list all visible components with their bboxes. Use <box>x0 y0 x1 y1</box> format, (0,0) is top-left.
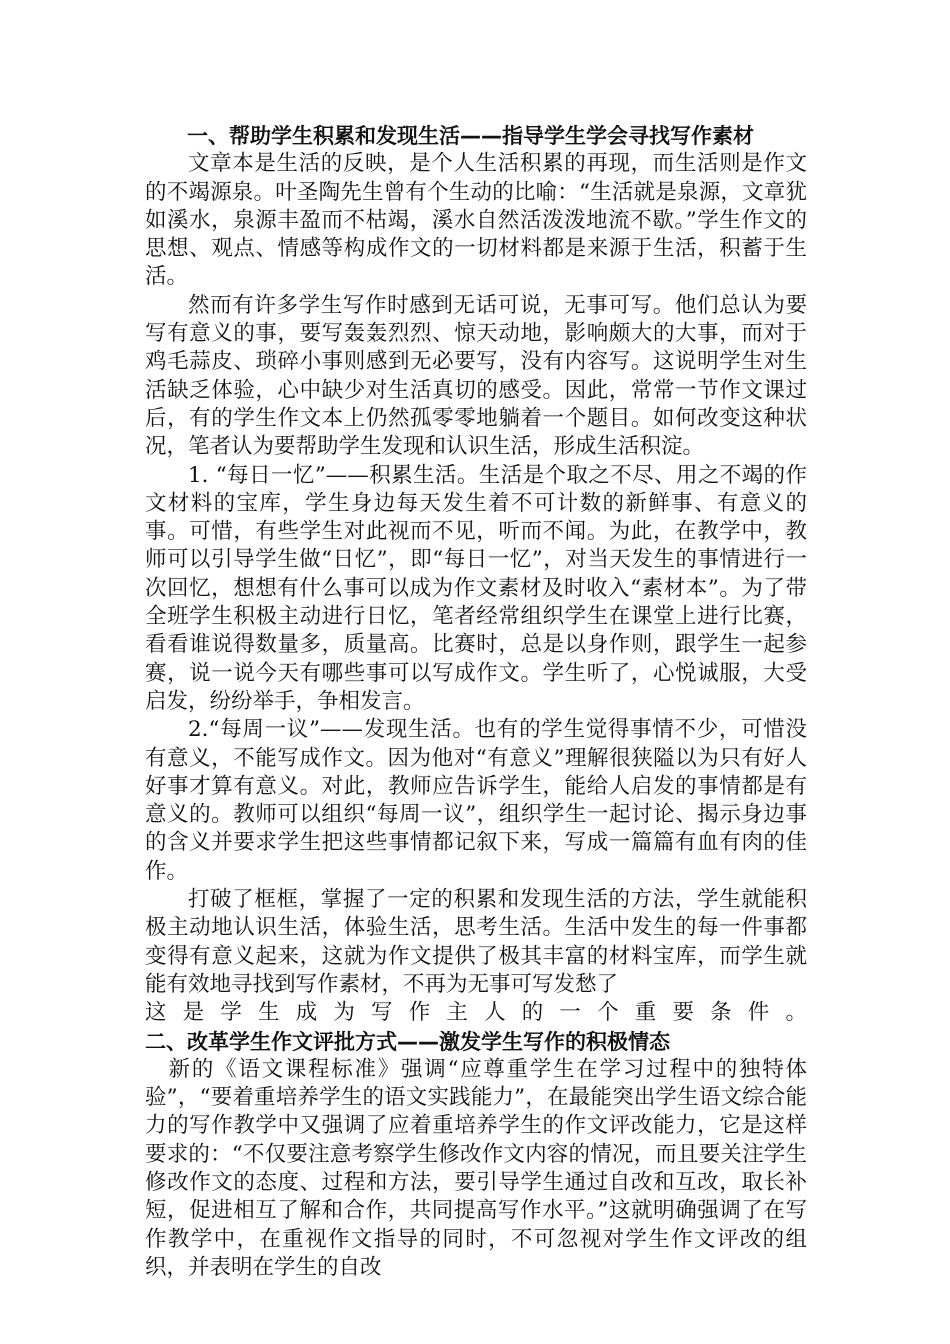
paragraph-curriculum-standard: 新的《语文课程标准》强调“应尊重学生在学习过程中的独特体验”，“要着重培养学生的语文实践能力”，在最能突出学生语文综合能力的写作教学中又强调了应着重培养学生的作文评改能力，它是这样要求的：“不仅要注意考察学生修改作文内容的情况，而且要关注学生修改作文的态度、过程和方法，要引导学生通过自改和互改，取长补短，促进相互了解和合作，共同提高写作水平。”这就明确强调了在写作教学中，在重视作文指导的同时，不可忽视对学生作文评改的组织，并表明在学生的自改 <box>145 1056 807 1280</box>
paragraph-breaking-frames: 打破了框框，掌握了一定的积累和发现生活的方法，学生就能积极主动地认识生活，体验生活，思考生活。生活中发生的每一件事都变得有意义起来，这就为作文提供了极其丰富的材料宝库，而学生就能有效地寻找到写作素材，不再为无事可写发愁了 <box>145 887 807 997</box>
section-2-heading: 二、改革学生作文评批方式——激发学生写作的积极情态 <box>145 1029 670 1054</box>
document-page <box>145 122 807 1282</box>
paragraph-closing-line: 这是学生成为写作主人的一个重要条件。 <box>145 1000 807 1026</box>
paragraph-life-source: 文章本是生活的反映，是个人生活积累的再现，而生活则是作文的不竭源泉。叶圣陶先生曾有个生动的比喻：“生活就是泉源，文章犹如溪水，泉源丰盈而不枯竭，溪水自然活泼泼地流不歇。”学生作文的思想、观点、情感等构成作文的一切材料都是来源于生活，积蓄于生活。 <box>145 151 807 290</box>
section-1-heading: 一、帮助学生积累和发现生活——指导学生学会寻找写作素材 <box>187 124 754 148</box>
paragraph-nothing-to-write: 然而有许多学生写作时感到无话可说，无事可写。他们总认为要写有意义的事，要写轰轰烈烈、惊天动地，影响颇大的大事，而对于鸡毛蒜皮、琐碎小事则感到无必要写，没有内容写。这说明学生对生活缺乏体验，心中缺少对生活真切的感受。因此，常常一节作文课过后，有的学生作文本上仍然孤零零地躺着一个题目。如何改变这种状况，笔者认为要帮助学生发现和认识生活，形成生活积淀。 <box>145 292 807 460</box>
paragraph-daily-recall: 1. “每日一忆”——积累生活。生活是个取之不尽、用之不竭的作文材料的宝库，学生身边每天发生着不可计数的新鲜事、有意义的事。可惜，有些学生对此视而不见，听而不闻。为此，在教学中，教师可以引导学生做“日忆”，即“每日一忆”，对当天发生的事情进行一次回忆，想想有什么事可以成为作文素材及时收入“素材本”。为了带全班学生积极主动进行日忆，笔者经常组织学生在课堂上进行比赛，看看谁说得数量多，质量高。比赛时，总是以身作则，跟学生一起参赛，说一说今天有哪些事可以写成作文。学生听了，心悦诚服，大受启发，纷纷举手，争相发言。 <box>145 462 807 714</box>
paragraph-weekly-discussion: 2.“每周一议”——发现生活。也有的学生觉得事情不少，可惜没有意义，不能写成作文。因为他对“有意义”理解很狭隘以为只有好人好事才算有意义。对此，教师应告诉学生，能给人启发的事情都是有意义的。教师可以组织“每周一议”，组织学生一起讨论、揭示身边事的含义并要求学生把这些事情都记叙下来，写成一篇篇有血有肉的佳作。 <box>145 717 807 884</box>
